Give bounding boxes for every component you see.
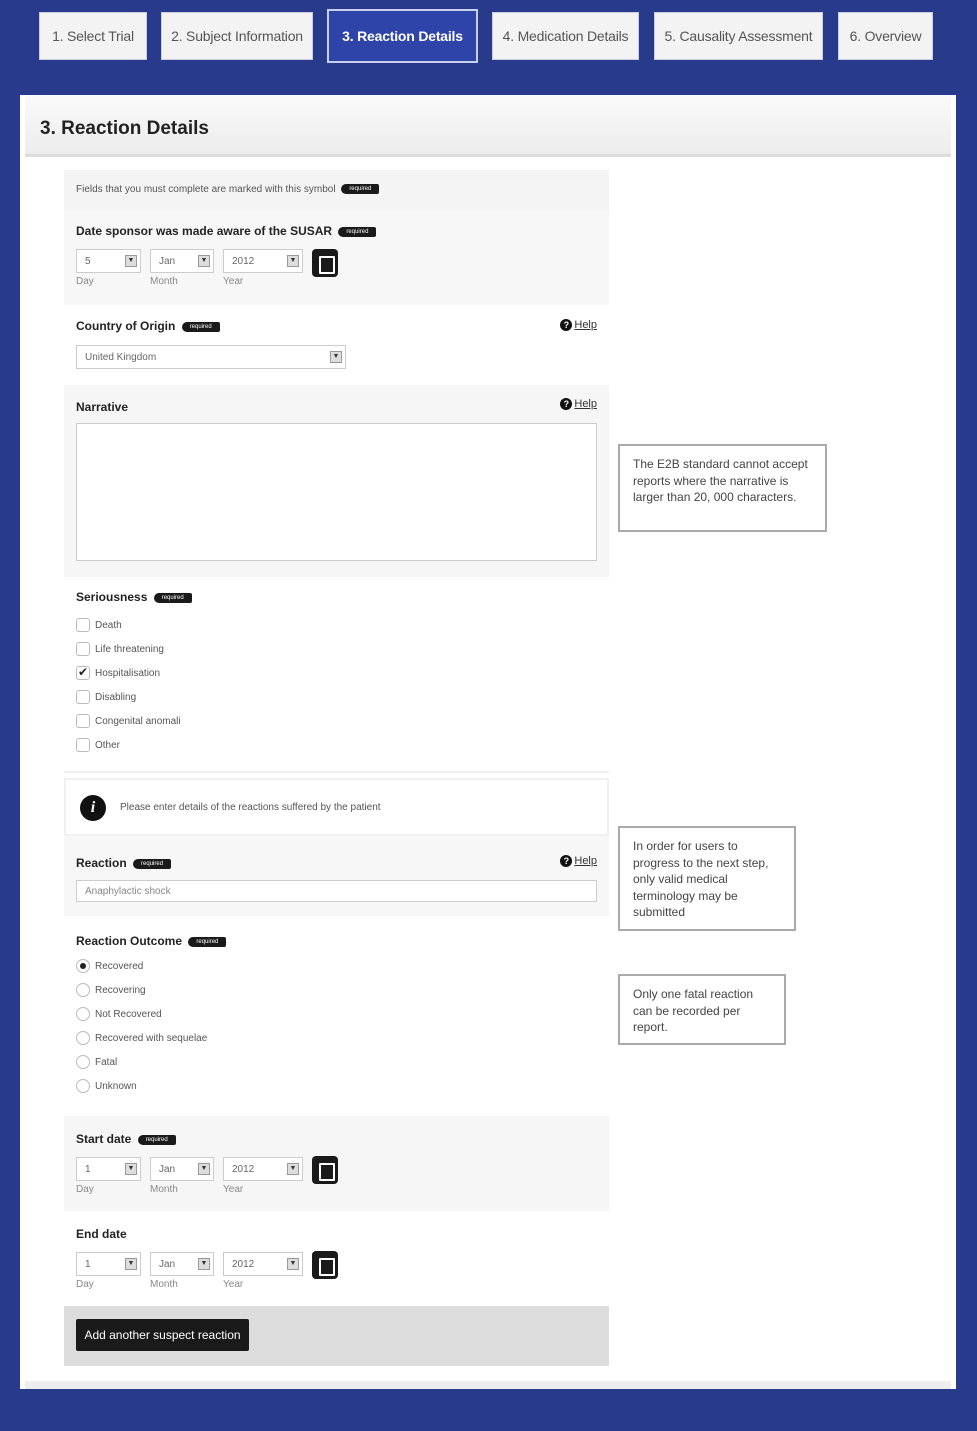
end-month-value: Jan [159, 1259, 176, 1270]
country-select[interactable] [76, 345, 346, 369]
help-label: Help [574, 855, 597, 867]
tab-subject-information[interactable]: 2. Subject Information [161, 12, 313, 60]
narrative-callout: The E2B standard cannot accept reports where the narrative is larger than 20, 000 characters. [618, 444, 827, 532]
end-day-value: 1 [85, 1259, 91, 1270]
info-message: Please enter details of the reactions suffered by the patient [120, 802, 381, 813]
start-month-value: Jan [159, 1164, 176, 1175]
dropdown-arrow-icon: ▼ [198, 255, 210, 267]
help-link[interactable] [560, 855, 597, 867]
start-year-value: 2012 [232, 1164, 255, 1175]
reaction-input[interactable]: Anaphylactic shock [76, 880, 597, 902]
required-badge: required [154, 593, 192, 603]
option-label: Recovered [95, 960, 144, 972]
radio[interactable] [76, 1031, 90, 1045]
end-date-section [64, 1211, 609, 1306]
seriousness-option[interactable] [76, 618, 122, 632]
info-section [64, 778, 609, 836]
outcome-option[interactable] [76, 983, 146, 997]
calendar-icon[interactable] [312, 1251, 338, 1279]
tab-medication-details[interactable]: 4. Medication Details [492, 12, 639, 60]
start-date-section [64, 1116, 609, 1211]
day-caption: Day [76, 1184, 94, 1195]
seriousness-option[interactable] [76, 714, 181, 728]
end-month-select[interactable] [150, 1252, 214, 1276]
dropdown-arrow-icon: ▼ [287, 1163, 299, 1175]
sponsor-month-value: Jan [159, 256, 176, 267]
add-suspect-reaction-button[interactable]: Add another suspect reaction [76, 1319, 249, 1351]
required-badge: required [182, 322, 220, 332]
option-label: Disabling [95, 691, 137, 703]
seriousness-label-text: Seriousness [76, 590, 148, 604]
dropdown-arrow-icon: ▼ [330, 351, 342, 363]
sponsor-month-select[interactable] [150, 249, 214, 273]
option-label: Congenital anomali [95, 715, 181, 727]
required-note-text: Fields that you must complete are marked with this symbol [76, 184, 336, 195]
end-year-value: 2012 [232, 1259, 255, 1270]
radio[interactable] [76, 983, 90, 997]
year-caption: Year [223, 276, 244, 287]
narrative-section [64, 385, 609, 577]
narrative-textarea[interactable] [76, 423, 597, 561]
info-icon: i [80, 795, 106, 821]
checkbox[interactable] [76, 738, 90, 752]
help-link[interactable] [560, 319, 597, 331]
required-badge: required [341, 184, 379, 194]
required-badge: required [338, 227, 376, 237]
outcome-section [64, 916, 609, 1116]
dropdown-arrow-icon: ▼ [287, 255, 299, 267]
fatal-callout: Only one fatal reaction can be recorded per report. [618, 974, 786, 1045]
dropdown-arrow-icon: ▼ [198, 1163, 210, 1175]
dropdown-arrow-icon: ▼ [125, 255, 137, 267]
reaction-section [64, 836, 609, 916]
country-label-text: Country of Origin [76, 319, 176, 333]
option-label: Fatal [95, 1056, 118, 1068]
seriousness-section [64, 577, 609, 773]
sponsor-day-value: 5 [85, 256, 91, 267]
checkbox[interactable] [76, 714, 90, 728]
day-caption: Day [76, 1279, 94, 1290]
narrative-label: Narrative [76, 400, 129, 414]
checkbox[interactable] [76, 618, 90, 632]
tab-reaction-details[interactable]: 3. Reaction Details [327, 9, 478, 63]
option-label: Life threatening [95, 643, 164, 655]
start-year-select[interactable] [223, 1157, 303, 1181]
sponsor-day-select[interactable] [76, 249, 141, 273]
tab-causality-assessment[interactable]: 5. Causality Assessment [654, 12, 823, 60]
help-icon: ? [560, 855, 572, 867]
radio-selected[interactable] [76, 959, 90, 973]
help-link[interactable] [560, 398, 597, 410]
calendar-icon[interactable] [312, 1156, 338, 1184]
sponsor-date-section [64, 210, 609, 305]
month-caption: Month [150, 1184, 178, 1195]
help-label: Help [574, 398, 597, 410]
sponsor-year-select[interactable] [223, 249, 303, 273]
dropdown-arrow-icon: ▼ [287, 1258, 299, 1270]
help-icon: ? [560, 319, 572, 331]
seriousness-option[interactable] [76, 690, 136, 704]
year-caption: Year [223, 1279, 244, 1290]
outcome-label-text: Reaction Outcome [76, 934, 183, 948]
option-label: Recovering [95, 984, 146, 996]
dropdown-arrow-icon: ▼ [198, 1258, 210, 1270]
dropdown-arrow-icon: ▼ [125, 1258, 137, 1270]
panel-footer [25, 1381, 951, 1389]
outcome-option[interactable] [76, 1079, 137, 1093]
outcome-option[interactable] [76, 959, 143, 973]
reaction-callout: In order for users to progress to the next step, only valid medical terminology may be submitted [618, 826, 796, 931]
country-value: United Kingdom [85, 352, 157, 363]
country-label [76, 319, 220, 333]
start-month-select[interactable] [150, 1157, 214, 1181]
reaction-label [76, 856, 171, 870]
end-date-label: End date [76, 1227, 127, 1241]
start-day-select[interactable] [76, 1157, 141, 1181]
checkbox[interactable] [76, 642, 90, 656]
option-label: Unknown [95, 1080, 137, 1092]
end-day-select[interactable] [76, 1252, 141, 1276]
outcome-option[interactable] [76, 1031, 207, 1045]
required-badge: required [133, 859, 171, 869]
tab-overview[interactable]: 6. Overview [838, 12, 933, 60]
month-caption: Month [150, 276, 178, 287]
required-note-section [64, 170, 609, 210]
end-year-select[interactable] [223, 1252, 303, 1276]
radio[interactable] [76, 1079, 90, 1093]
seriousness-label [76, 590, 192, 604]
sponsor-date-label [76, 224, 376, 238]
required-badge: required [188, 937, 226, 947]
checkbox-checked[interactable] [76, 666, 90, 680]
start-date-label [76, 1132, 176, 1146]
calendar-icon[interactable] [312, 249, 338, 277]
option-label: Death [95, 619, 122, 631]
month-caption: Month [150, 1279, 178, 1290]
seriousness-option[interactable] [76, 738, 120, 752]
dropdown-arrow-icon: ▼ [125, 1163, 137, 1175]
day-caption: Day [76, 276, 94, 287]
seriousness-option[interactable] [76, 666, 160, 680]
required-badge: required [138, 1135, 176, 1145]
outcome-option[interactable] [76, 1055, 117, 1069]
help-icon: ? [560, 398, 572, 410]
option-label: Recovered with sequelae [95, 1032, 208, 1044]
option-label: Not Recovered [95, 1008, 162, 1020]
outcome-option[interactable] [76, 1007, 162, 1021]
outcome-label [76, 934, 226, 948]
country-section [64, 305, 609, 385]
reaction-form [64, 170, 609, 1366]
add-reaction-section [64, 1306, 609, 1366]
panel-header [25, 95, 951, 157]
reaction-label-text: Reaction [76, 856, 127, 870]
radio[interactable] [76, 1007, 90, 1021]
radio[interactable] [76, 1055, 90, 1069]
seriousness-option[interactable] [76, 642, 164, 656]
option-label: Other [95, 739, 121, 751]
required-note [76, 184, 379, 195]
sponsor-date-label-text: Date sponsor was made aware of the SUSAR [76, 224, 333, 238]
start-date-label-text: Start date [76, 1132, 132, 1146]
help-label: Help [574, 319, 597, 331]
tab-select-trial[interactable]: 1. Select Trial [39, 12, 147, 60]
start-day-value: 1 [85, 1164, 91, 1175]
year-caption: Year [223, 1184, 244, 1195]
option-label: Hospitalisation [95, 667, 161, 679]
sponsor-year-value: 2012 [232, 256, 255, 267]
page-title: 3. Reaction Details [40, 118, 209, 139]
checkbox[interactable] [76, 690, 90, 704]
